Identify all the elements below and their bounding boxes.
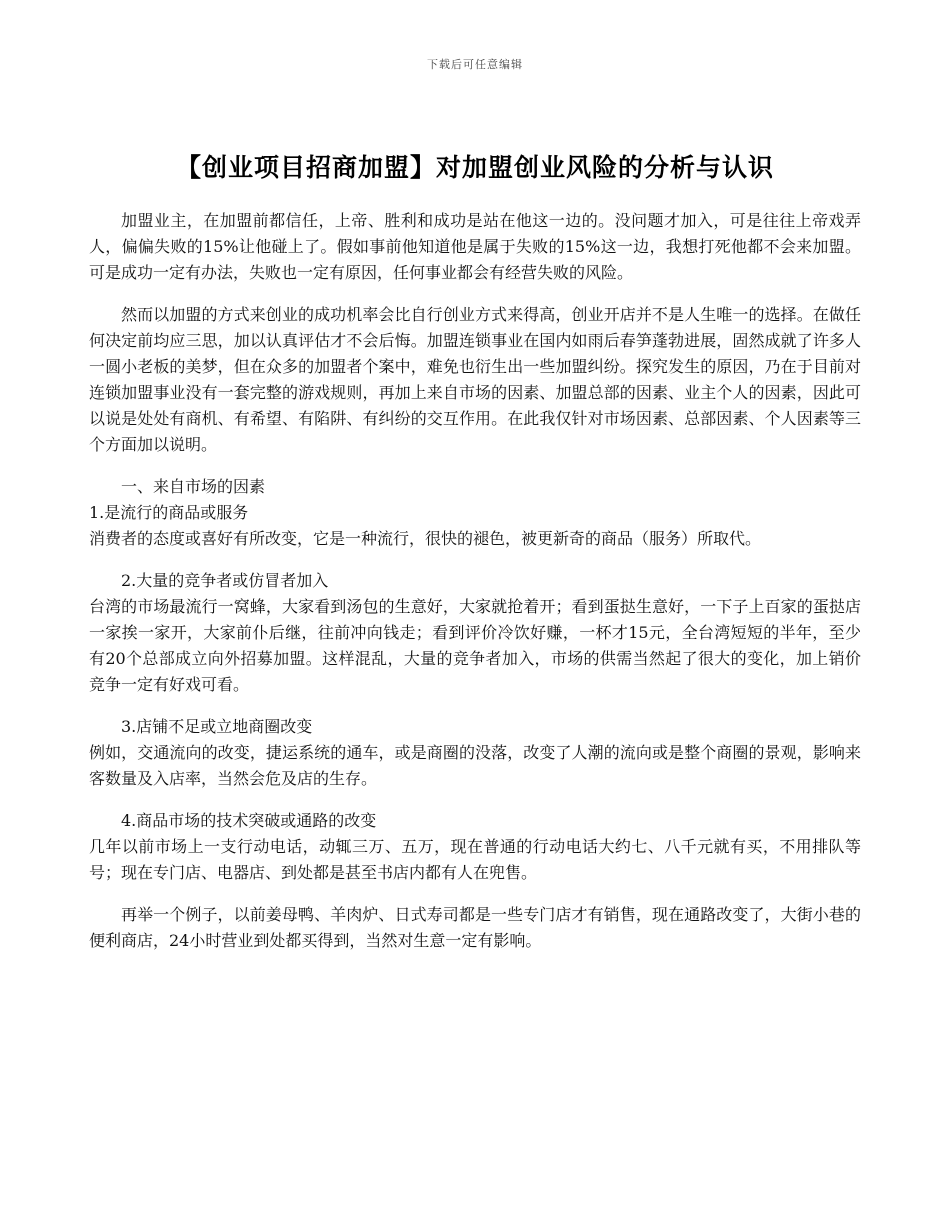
item-text-1: 消费者的态度或喜好有所改变，它是一种流行，很快的褪色，被更新奇的商品（服务）所取代。 — [89, 529, 762, 548]
item-heading-2: 2.大量的竞争者或仿冒者加入 — [121, 571, 329, 590]
item-heading-4: 4.商品市场的技术突破或通路的改变 — [121, 811, 377, 830]
closing-paragraph: 再举一个例子，以前姜母鸭、羊肉炉、日式寿司都是一些专门店才有销售，现在通路改变了，大街小巷的便利商店，24小时营业到处都买得到，当然对生意一定有影响。 — [89, 905, 861, 950]
intro-paragraph-2: 然而以加盟的方式来创业的成功机率会比自行创业方式来得高，创业开店并不是人生唯一的选择。在做任何决定前均应三思，加以认真评估才不会后悔。加盟连锁事业在国内如雨后春笋蓬勃进展，固然成就了许多人一圆小老板的美梦，但在众多的加盟者个案中，难免也衍生出一些加盟纠纷。探究发生的原因，乃在于目前对连锁加盟事业没有一套完整的游戏规则，再加上来自市场的因素、加盟总部的因素、业主个人的因素，因此可以说是处处有商机、有希望、有陷阱、有纠纷的交互作用。在此我仅针对市场因素、总部因素、个人因素等三个方面加以说明。 — [89, 305, 861, 454]
header-note: 下载后可任意编辑 — [427, 58, 523, 71]
item-heading-3: 3.店铺不足或立地商圈改变 — [121, 717, 313, 736]
item-text-3: 例如，交通流向的改变，捷运系统的通车，或是商圈的没落，改变了人潮的流向或是整个商圈的景观，影响来客数量及入店率，当然会危及店的生存。 — [89, 743, 861, 788]
document-body — [89, 208, 861, 970]
intro-paragraph-1: 加盟业主，在加盟前都信任，上帝、胜利和成功是站在他这一边的。没问题才加入，可是往往上帝戏弄人，偏偏失败的15%让他碰上了。假如事前他知道他是属于失败的15%这一边，我想打死他都不会来加盟。可是成功一定有办法，失败也一定有原因，任何事业都会有经营失败的风险。 — [89, 211, 861, 282]
section-heading-market: 一、来自市场的因素 — [121, 477, 266, 496]
item-text-4: 几年以前市场上一支行动电话，动辄三万、五万，现在普通的行动电话大约七、八千元就有买，不用排队等号；现在专门店、电器店、到处都是甚至书店内都有人在兜售。 — [89, 837, 861, 882]
item-heading-1: 1.是流行的商品或服务 — [89, 503, 249, 522]
item-text-2: 台湾的市场最流行一窝蜂，大家看到汤包的生意好，大家就抢着开；看到蛋挞生意好，一下子上百家的蛋挞店一家挨一家开，大家前仆后继，往前冲向钱走；看到评价冷饮好赚，一杯才15元，全台湾短短的半年，至少有20个总部成立向外招募加盟。这样混乱，大量的竞争者加入，市场的供需当然起了很大的变化，加上销价竞争一定有好戏可看。 — [89, 597, 861, 694]
document-title: 【创业项目招商加盟】对加盟创业风险的分析与认识 — [175, 153, 774, 182]
